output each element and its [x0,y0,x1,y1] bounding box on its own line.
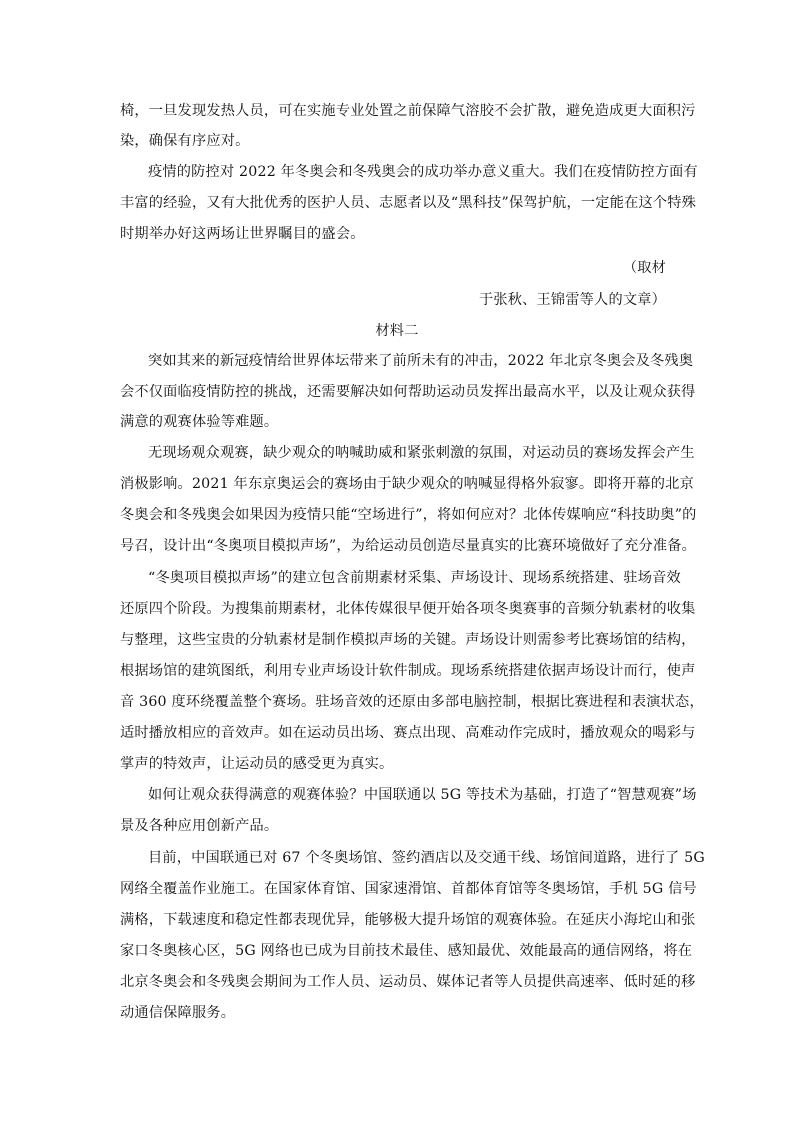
text-line: “冬奥项目模拟声场”的建立包含前期素材采集、声场设计、现场系统搭建、驻场音效 [148,570,681,586]
text-line: 与整理，这些宝贵的分轨素材是制作模拟声场的关键。声场设计则需参考比赛场馆的结构， [120,632,696,648]
source-note: （取材 [622,260,666,276]
source-note: 于张秋、王锦雷等人的文章） [478,292,666,308]
section-heading: 材料二 [375,323,419,339]
text-line: 家口冬奥核心区，5G 网络也已成为目前技术最佳、感知最优、效能最高的通信网络，将在 [120,943,693,959]
text-line: 消极影响。2021 年东京奥运会的赛场由于缺少观众的呐喊显得格外寂寥。即将开幕的北京 [120,476,694,492]
text-line: 号召，设计出“冬奥项目模拟声场”，为给运动员创造尽量真实的比赛环境做好了充分准备。 [120,538,697,554]
text-line: 北京冬奥会和冬残奥会期间为工作人员、运动员、媒体记者等人员提供高速率、低时延的移 [120,974,696,990]
text-line: 椅，一旦发现发热人员，可在实施专业处置之前保障气溶胶不会扩散，避免造成更大面积污 [120,103,696,119]
text-line: 掌声的特效声，让运动员的感受更为真实。 [120,756,394,772]
text-line: 疫情的防控对 2022 年冬奥会和冬残奥会的成功举办意义重大。我们在疫情防控方面有 [148,164,698,180]
text-line: 突如其来的新冠疫情给世界体坛带来了前所未有的冲击，2022 年北京冬奥会及冬残奥 [148,353,694,369]
text-line: 景及各种应用创新产品。 [120,818,279,834]
text-line: 根据场馆的建筑图纸，利用专业声场设计软件制成。现场系统搭建依据声场设计而行，使声 [120,663,696,679]
text-line: 适时播放相应的音效声。如在运动员出场、赛点出现、高难动作完成时，播放观众的喝彩与 [120,725,696,741]
text-line: 目前，中国联通已对 67 个冬奥场馆、签约酒店以及交通干线、场馆间道路，进行了 5G [148,850,705,866]
text-line: 网络全覆盖作业施工。在国家体育馆、国家速滑馆、首都体育馆等冬奥场馆，手机 5G 信号 [120,881,697,897]
text-line: 还原四个阶段。为搜集前期素材，北体传媒很早便开始各项冬奥赛事的音频分轨素材的收集 [120,601,696,617]
text-line: 如何让观众获得满意的观赛体验？中国联通以 5G 等技术为基础，打造了“智慧观赛”场 [148,787,697,803]
text-line: 时期举办好这两场让世界瞩目的盛会。 [120,226,365,242]
text-line: 满意的观赛体验等难题。 [120,414,279,430]
text-line: 会不仅面临疫情防控的挑战，还需要解决如何帮助运动员发挥出最高水平，以及让观众获得 [120,384,696,400]
text-line: 冬奥会和冬残奥会如果因为疫情只能“空场进行”，将如何应对？北体传媒响应“科技助奥”的 [120,507,697,523]
text-line: 丰富的经验，又有大批优秀的医护人员、志愿者以及“黑科技”保驾护航，一定能在这个特殊 [120,195,697,211]
text-line: 无现场观众观赛，缺少观众的呐喊助威和紧张刺激的氛围，对运动员的赛场发挥会产生 [148,445,695,461]
text-line: 满格，下载速度和稳定性都表现优异，能够极大提升场馆的观赛体验。在延庆小海坨山和张 [120,912,696,928]
text-line: 音 360 度环绕覆盖整个赛场。驻场音效的还原由多部电脑控制，根据比赛进程和表演状态， [120,694,704,710]
text-line: 染，确保有序应对。 [120,133,250,149]
text-line: 动通信保障服务。 [120,1005,236,1021]
